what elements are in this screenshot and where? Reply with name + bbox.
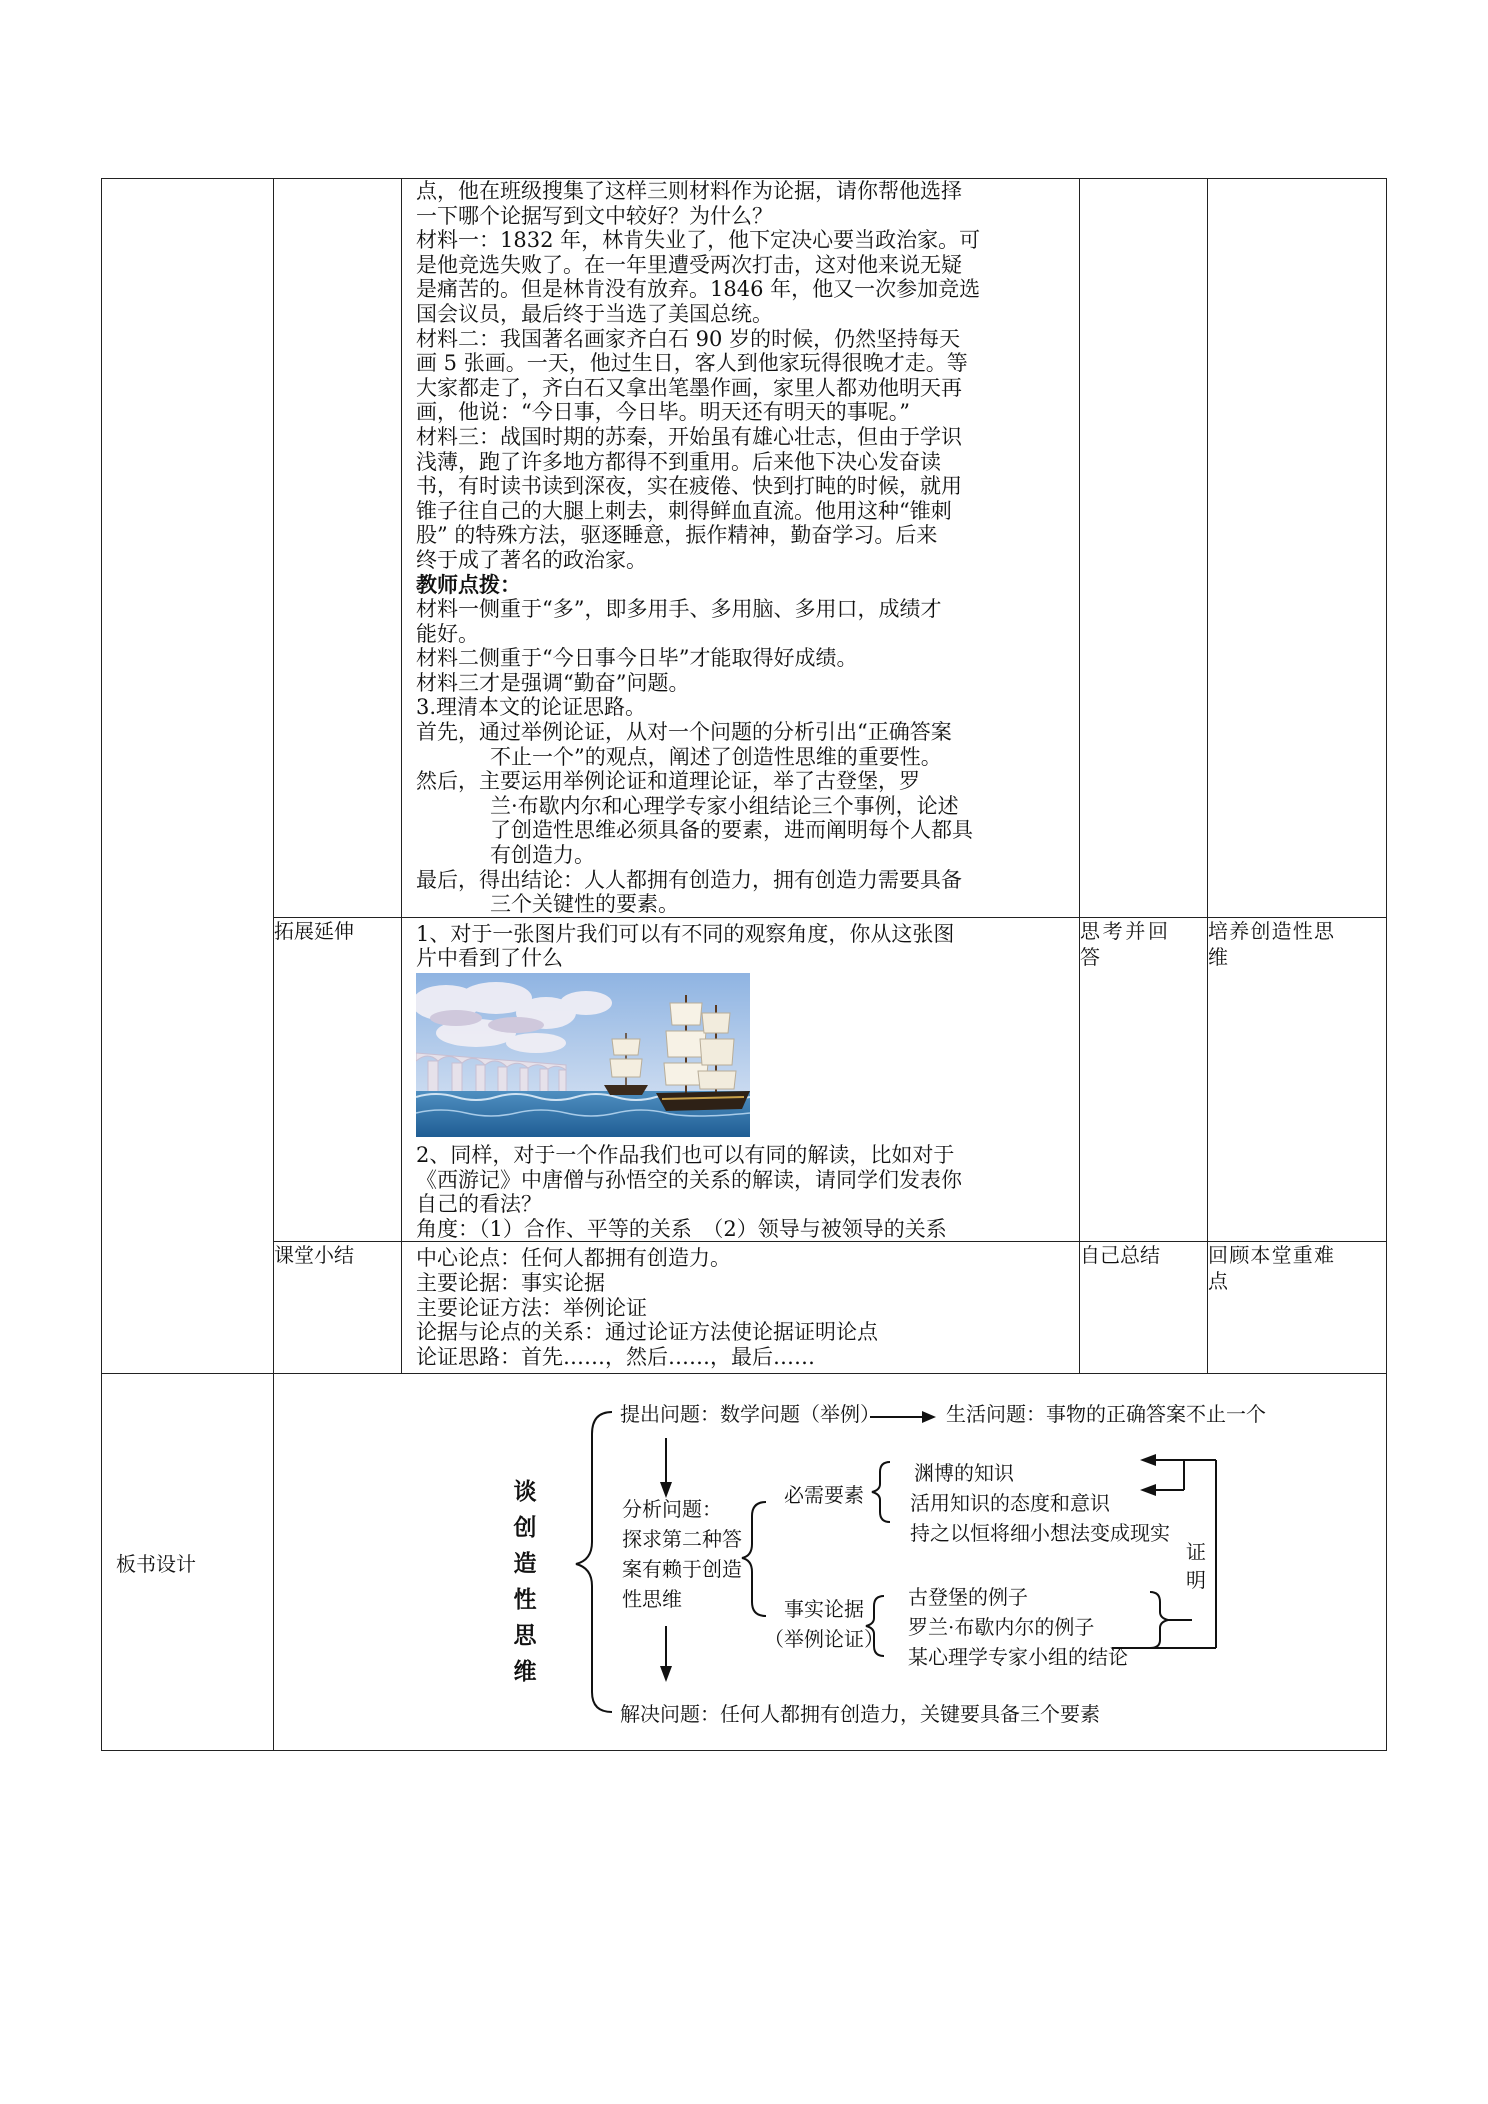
required-item: 渊博的知识 bbox=[914, 1461, 1014, 1486]
board-connectors bbox=[274, 1374, 1387, 1750]
summary-line: 中心论点：任何人都拥有创造力。 bbox=[416, 1246, 731, 1271]
empty-cell bbox=[274, 179, 402, 918]
proof-char: 证 bbox=[1186, 1540, 1206, 1565]
question-line: 片中看到了什么 bbox=[416, 946, 563, 971]
content-line: 书，有时读书读到深夜，实在疲倦、快到打盹的时候，就用 bbox=[416, 474, 962, 499]
content-line: 材料一侧重于“多”，即多用手、多用脑、多用口，成绩才 bbox=[416, 597, 942, 622]
content-line: 终于成了著名的政治家。 bbox=[416, 547, 647, 572]
empty-cell bbox=[102, 179, 274, 918]
empty-cell bbox=[102, 1242, 274, 1374]
title-char: 造 bbox=[513, 1551, 537, 1578]
content-line: 三个关键性的要素。 bbox=[490, 892, 679, 917]
summary-content-cell bbox=[402, 1242, 1080, 1374]
content-line: 大家都走了，齐白石又拿出笔墨作画，家里人都劝他明天再 bbox=[416, 375, 962, 400]
analyze-line: 探求第二种答 bbox=[622, 1527, 742, 1552]
lesson-content-cell bbox=[402, 179, 1080, 918]
content-line: 材料二：我国著名画家齐白石 90 岁的时候，仍然坚持每天 bbox=[416, 326, 961, 351]
raise-question: 提出问题：数学问题（举例） bbox=[620, 1402, 880, 1427]
summary-line: 主要论证方法：举例论证 bbox=[416, 1295, 647, 1320]
board-design-cell bbox=[274, 1374, 1387, 1751]
extension-label: 拓展延伸 bbox=[274, 917, 402, 1242]
content-line: 股” 的特殊方法，驱逐睡意，振作精神，勤奋学习。后来 bbox=[416, 523, 938, 548]
sky-ships-painting bbox=[416, 973, 750, 1137]
question-line: 1、对于一张图片我们可以有不同的观察角度，你从这张图 bbox=[416, 921, 955, 946]
student-activity-cell bbox=[1080, 917, 1208, 1242]
summary-row bbox=[102, 1242, 1387, 1374]
lesson-plan-table bbox=[101, 178, 1387, 1751]
content-line: 画，他说：“今日事，今日毕。明天还有明天的事呢。” bbox=[416, 400, 910, 425]
angle-line: 角度：（1）合作、平等的关系 （2）领导与被领导的关系 bbox=[416, 1216, 947, 1241]
content-line: 然后，主要运用举例论证和道理论证，举了古登堡，罗 bbox=[416, 769, 920, 794]
content-line: 能好。 bbox=[416, 621, 479, 646]
board-label: 板书设计 bbox=[102, 1374, 274, 1751]
analyze-line: 分析问题： bbox=[622, 1497, 722, 1522]
title-char: 思 bbox=[513, 1623, 537, 1650]
required-item: 活用知识的态度和意识 bbox=[910, 1491, 1110, 1516]
life-question: 生活问题：事物的正确答案不止一个 bbox=[946, 1402, 1266, 1427]
content-line: 首先，通过举例论证，从对一个问题的分析引出“正确答案 bbox=[416, 720, 952, 745]
content-line: 是痛苦的。但是林肯没有放弃。1846 年，他又一次参加竞选 bbox=[416, 277, 981, 302]
content-line: 兰·布歇内尔和心理学专家小组结论三个事例，论述 bbox=[490, 793, 959, 818]
fact-evidence: 事实论据 bbox=[784, 1597, 864, 1622]
summary-line: 主要论据：事实论据 bbox=[416, 1270, 605, 1295]
content-line: 国会议员，最后终于当选了美国总统。 bbox=[416, 301, 773, 326]
required-elements: 必需要素 bbox=[784, 1483, 864, 1508]
content-line: 锥子往自己的大腿上刺去，刺得鲜血直流。他用这种“锥刺 bbox=[416, 498, 952, 523]
empty-cell bbox=[1208, 179, 1387, 918]
content-line: 浅薄，跑了许多地方都得不到重用。后来他下决心发奋读 bbox=[416, 449, 941, 474]
content-line: 最后，得出结论：人人都拥有创造力，拥有创造力需要具备 bbox=[416, 867, 962, 892]
content-line: 3.理清本文的论证思路。 bbox=[416, 695, 647, 720]
fact-item: 某心理学专家小组的结论 bbox=[908, 1645, 1128, 1670]
summary-label: 课堂小结 bbox=[274, 1242, 402, 1374]
content-line: 画 5 张画。一天，他过生日，客人到他家玩得很晚才走。等 bbox=[416, 351, 968, 376]
title-char: 维 bbox=[513, 1659, 537, 1686]
teacher-heading: 教师点拨： bbox=[416, 571, 521, 597]
solve-question: 解决问题：任何人都拥有创造力，关键要具备三个要素 bbox=[620, 1702, 1100, 1727]
question-line: 2、同样，对于一个作品我们也可以有同的解读，比如对于 bbox=[416, 1143, 955, 1167]
analyze-line: 性思维 bbox=[622, 1587, 682, 1612]
fact-method: （举例论证） bbox=[764, 1627, 884, 1652]
title-char: 性 bbox=[513, 1587, 537, 1614]
content-line: 材料一：1832 年，林肯失业了，他下定决心要当政治家。可 bbox=[416, 228, 981, 253]
content-row bbox=[102, 179, 1387, 918]
analyze-line: 案有赖于创造 bbox=[622, 1557, 742, 1582]
content-line: 不止一个”的观点，阐述了创造性思维的重要性。 bbox=[490, 744, 942, 769]
content-line: 材料三才是强调“勤奋”问题。 bbox=[416, 670, 690, 695]
extension-row bbox=[102, 917, 1387, 1242]
design-intent: 回顾本堂重难点 bbox=[1208, 1243, 1334, 1294]
design-intent: 培养创造性思维 bbox=[1208, 918, 1334, 969]
proof-char: 明 bbox=[1186, 1568, 1206, 1593]
summary-line: 论据与论点的关系：通过论证方法使论据证明论点 bbox=[416, 1320, 878, 1345]
content-line: 材料三：战国时期的苏秦，开始虽有雄心壮志，但由于学识 bbox=[416, 424, 962, 449]
proof-label bbox=[1186, 1538, 1206, 1594]
empty-cell bbox=[1080, 179, 1208, 918]
content-line: 材料二侧重于“今日事今日毕”才能取得好成绩。 bbox=[416, 646, 858, 671]
analyze-question bbox=[622, 1494, 762, 1614]
title-char: 谈 bbox=[513, 1479, 537, 1506]
design-intent-cell bbox=[1208, 1242, 1387, 1374]
design-intent-cell bbox=[1208, 917, 1387, 1242]
content-line: 点，他在班级搜集了这样三则材料作为论据，请你帮他选择 bbox=[416, 179, 962, 203]
extension-content-cell bbox=[402, 917, 1080, 1242]
title-char: 创 bbox=[513, 1515, 537, 1542]
student-activity: 思考并回答 bbox=[1080, 918, 1168, 969]
content-line: 有创造力。 bbox=[490, 843, 595, 868]
empty-cell bbox=[102, 917, 274, 1242]
student-activity: 自己总结 bbox=[1080, 1242, 1208, 1374]
fact-item: 罗兰·布歇内尔的例子 bbox=[908, 1615, 1095, 1640]
fact-item: 古登堡的例子 bbox=[908, 1585, 1028, 1610]
content-line: 是他竞选失败了。在一年里遭受两次打击，这对他来说无疑 bbox=[416, 252, 962, 277]
summary-line: 论证思路：首先……，然后……，最后…… bbox=[416, 1344, 815, 1369]
board-row bbox=[102, 1374, 1387, 1751]
content-line: 了创造性思维必须具备的要素，进而阐明每个人都具 bbox=[490, 818, 973, 843]
question-line: 自己的看法？ bbox=[416, 1192, 542, 1217]
content-line: 一下哪个论据写到文中较好？为什么？ bbox=[416, 203, 773, 228]
required-item: 持之以恒将细小想法变成现实 bbox=[910, 1521, 1170, 1546]
question-line: 《西游记》中唐僧与孙悟空的关系的解读，请同学们发表你 bbox=[416, 1167, 962, 1192]
